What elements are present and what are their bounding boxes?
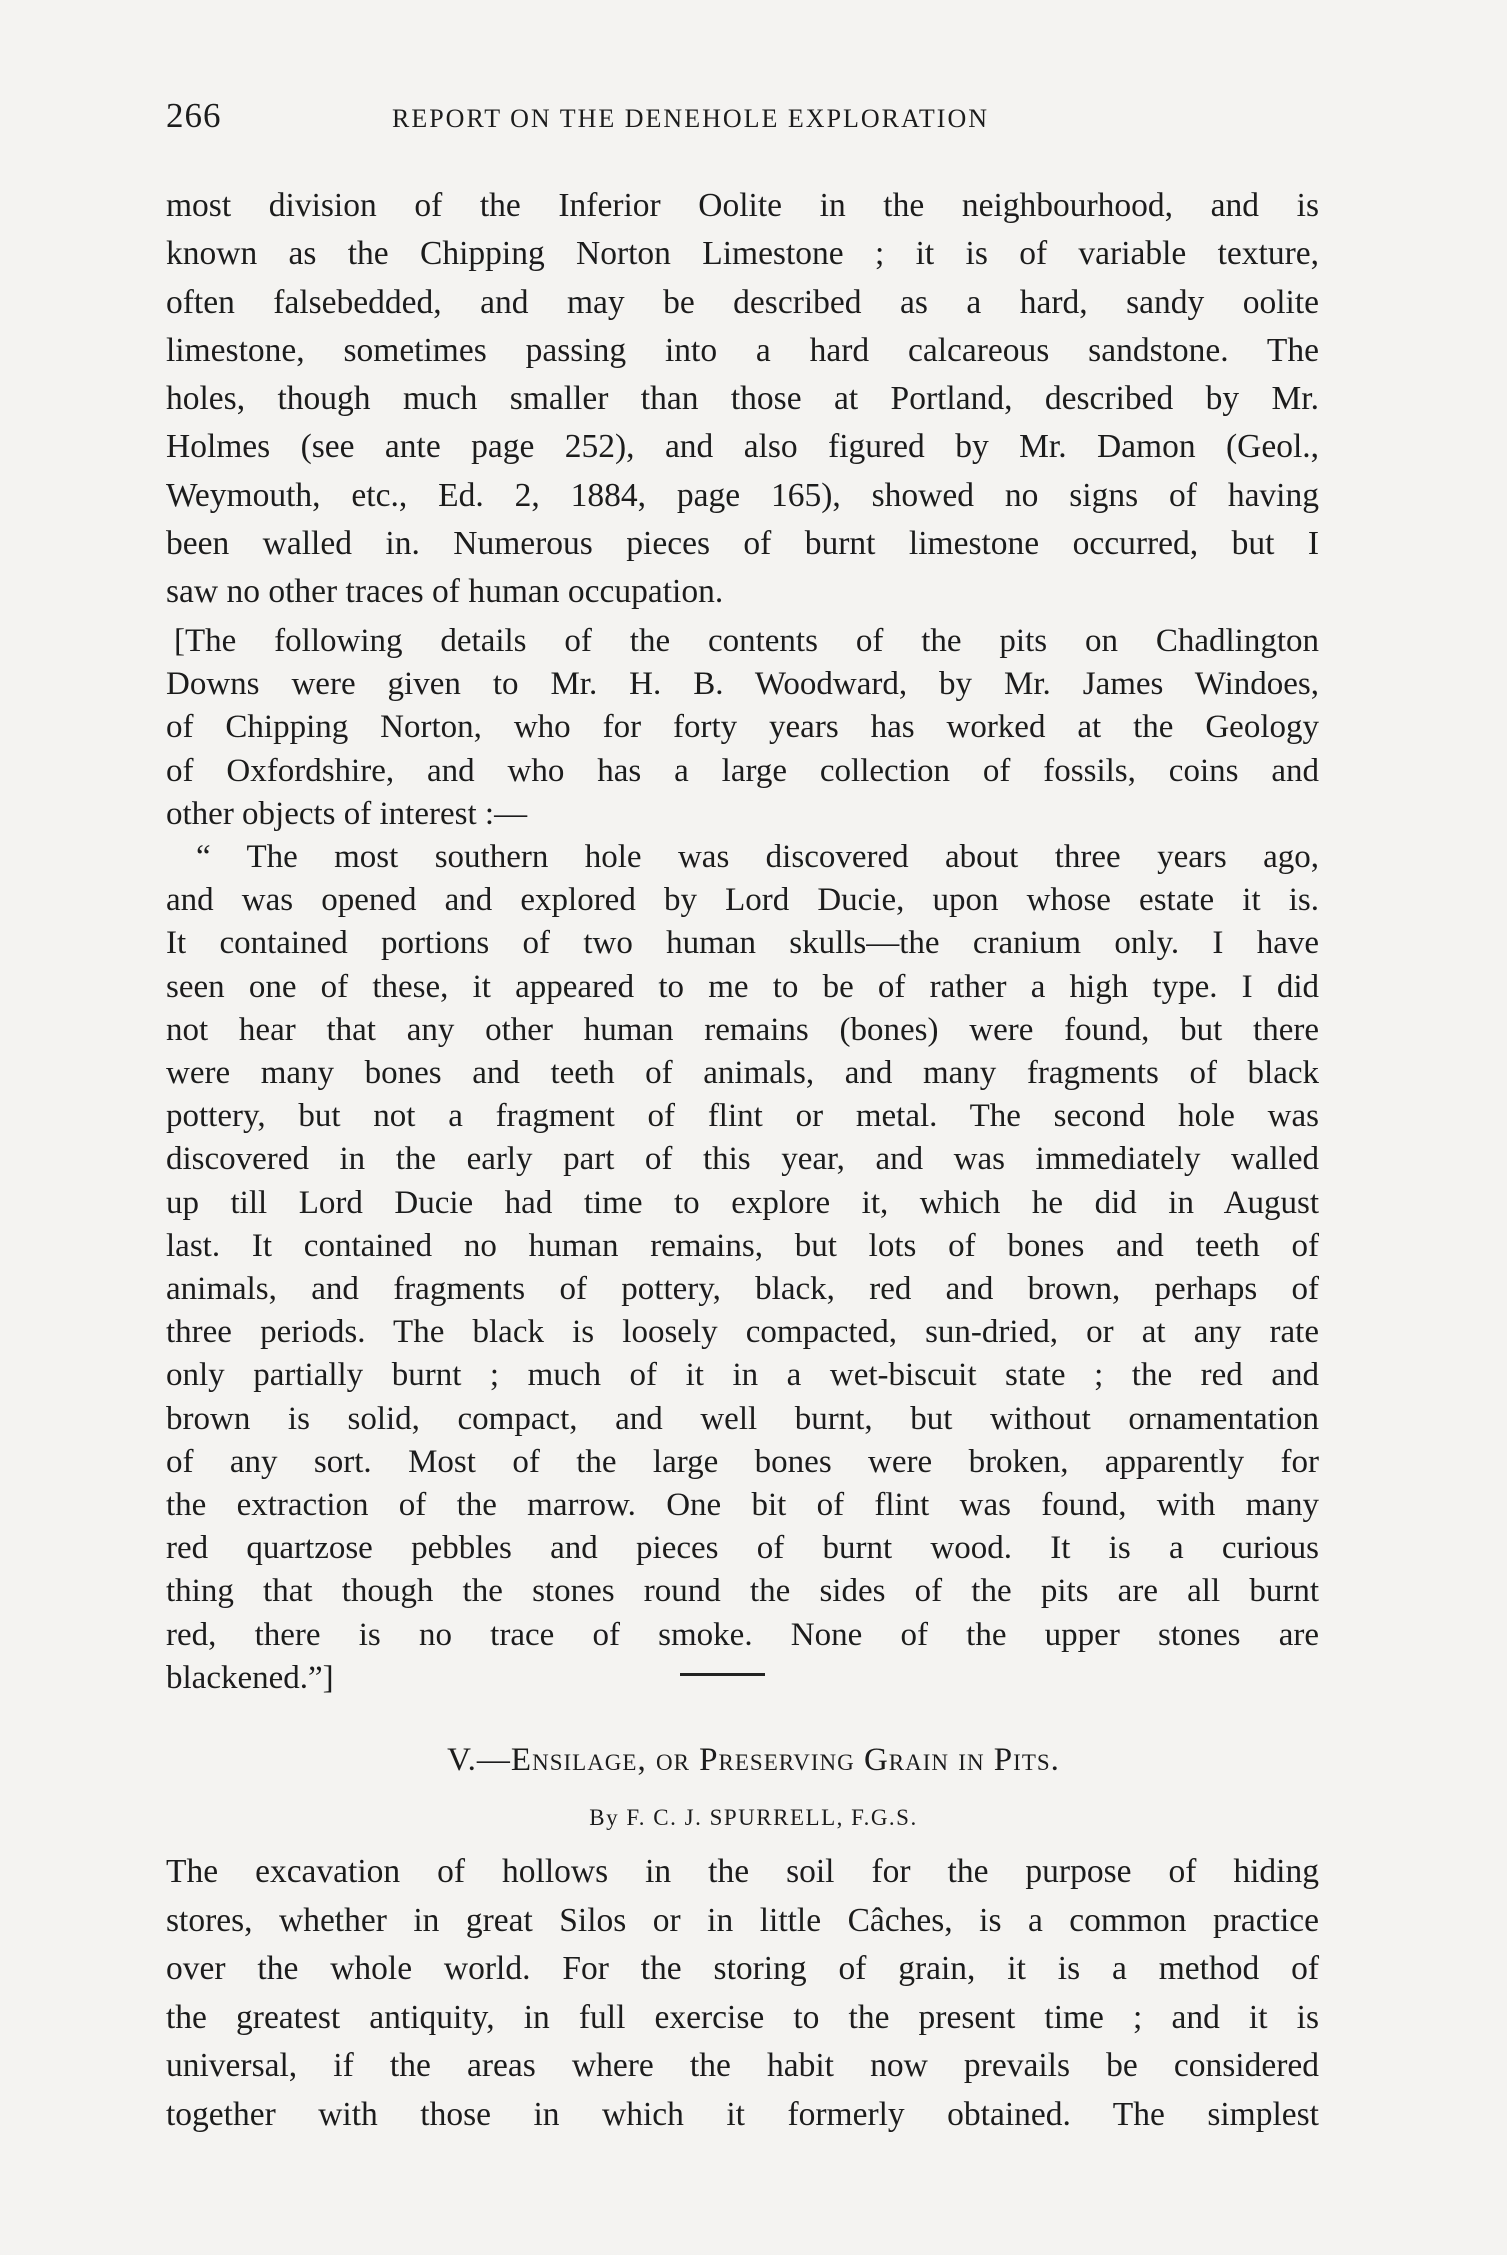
text-line: The excavation of hollows in the soil for the purpose of hiding: [166, 1853, 1319, 1890]
text-line: often falsebedded, and may be described as a hard, sandy oolite: [166, 283, 1319, 321]
text-line: of Chipping Norton, who for forty years has worked at the Geology: [166, 709, 1319, 746]
text-line: Weymouth, etc., Ed. 2, 1884, page 165), showed no signs of having: [166, 476, 1319, 514]
text-line: thing that though the stones round the sides of the pits are all burnt: [166, 1573, 1319, 1610]
text-line: red, there is no trace of smoke. None of the upper stones are: [166, 1616, 1319, 1653]
text-line: limestone, sometimes passing into a hard calcareous sandstone. The: [166, 331, 1319, 369]
text-line: only partially burnt ; much of it in a wet-biscuit state ; the red and: [166, 1357, 1319, 1394]
text-line: [The following details of the contents of the pits on Chadlington: [174, 623, 1319, 659]
text-line: other objects of interest :—: [166, 795, 528, 832]
paragraph-limestone: [166, 182, 1319, 617]
page-number: 266: [166, 96, 222, 135]
text-line: three periods. The black is loosely compacted, sun-dried, or at any rate: [166, 1314, 1319, 1351]
text-line: were many bones and teeth of animals, and many fragments of black: [166, 1055, 1319, 1092]
text-line: the greatest antiquity, in full exercise to the present time ; and it is: [166, 1998, 1319, 2036]
text-line: together with those in which it formerly obtained. The simplest: [166, 2095, 1319, 2133]
text-line: It contained portions of two human skulls—the cranium only. I have: [166, 925, 1319, 962]
text-line: Downs were given to Mr. H. B. Woodward, by Mr. James Windoes,: [166, 666, 1319, 703]
text-line: been walled in. Numerous pieces of burnt limestone occurred, but I: [166, 525, 1319, 563]
text-line: Holmes (see ante page 252), and also figured by Mr. Damon (Geol.,: [166, 428, 1319, 466]
text-line: not hear that any other human remains (bones) were found, but there: [166, 1011, 1319, 1048]
text-line: of any sort. Most of the large bones were broken, apparently for: [166, 1443, 1319, 1480]
text-line: saw no other traces of human occupation.: [166, 573, 724, 611]
text-line: last. It contained no human remains, but lots of bones and teeth of: [166, 1227, 1319, 1264]
text-line: blackened.”]: [166, 1659, 334, 1696]
running-head: REPORT ON THE DENEHOLE EXPLORATION: [392, 104, 990, 133]
text-line: the extraction of the marrow. One bit of flint was found, with many: [166, 1487, 1319, 1524]
text-line: holes, though much smaller than those at Portland, described by Mr.: [166, 380, 1319, 418]
text-line: and was opened and explored by Lord Ducie, upon whose estate it is.: [166, 882, 1319, 919]
text-line: red quartzose pebbles and pieces of burnt wood. It is a curious: [166, 1530, 1319, 1567]
text-line: stores, whether in great Silos or in little Câches, is a common practice: [166, 1901, 1319, 1939]
paragraph-chadlington-details: [166, 620, 1319, 1700]
windoes-quotation: [166, 836, 1319, 1700]
text-line: animals, and fragments of pottery, black, red and brown, perhaps of: [166, 1271, 1319, 1308]
text-line: most division of the Inferior Oolite in the neighbourhood, and is: [166, 187, 1319, 224]
text-line: pottery, but not a fragment of flint or metal. The second hole was: [166, 1098, 1319, 1135]
paragraph-ensilage: [166, 1848, 1319, 2140]
text-line: up till Lord Ducie had time to explore it, which he did in August: [166, 1184, 1319, 1221]
text-line: “ The most southern hole was discovered about three years ago,: [196, 839, 1319, 876]
text-line: universal, if the areas where the habit now prevails be considered: [166, 2047, 1319, 2085]
section-divider: [680, 1673, 765, 1676]
text-line: discovered in the early part of this year, and was immediately walled: [166, 1141, 1319, 1178]
text-line: seen one of these, it appeared to me to be of rather a high type. I did: [166, 968, 1319, 1005]
text-line: known as the Chipping Norton Limestone ; it is of variable texture,: [166, 235, 1319, 273]
section-title: V.—Ensilage, or Preserving Grain in Pits.: [447, 1742, 1060, 1778]
section-byline: By F. C. J. SPURRELL, F.G.S.: [589, 1805, 918, 1830]
text-line: over the whole world. For the storing of grain, it is a method of: [166, 1950, 1319, 1988]
text-line: of Oxfordshire, and who has a large collection of fossils, coins and: [166, 752, 1319, 789]
page-header: [166, 96, 1347, 136]
text-line: brown is solid, compact, and well burnt, but without ornamentation: [166, 1400, 1319, 1437]
